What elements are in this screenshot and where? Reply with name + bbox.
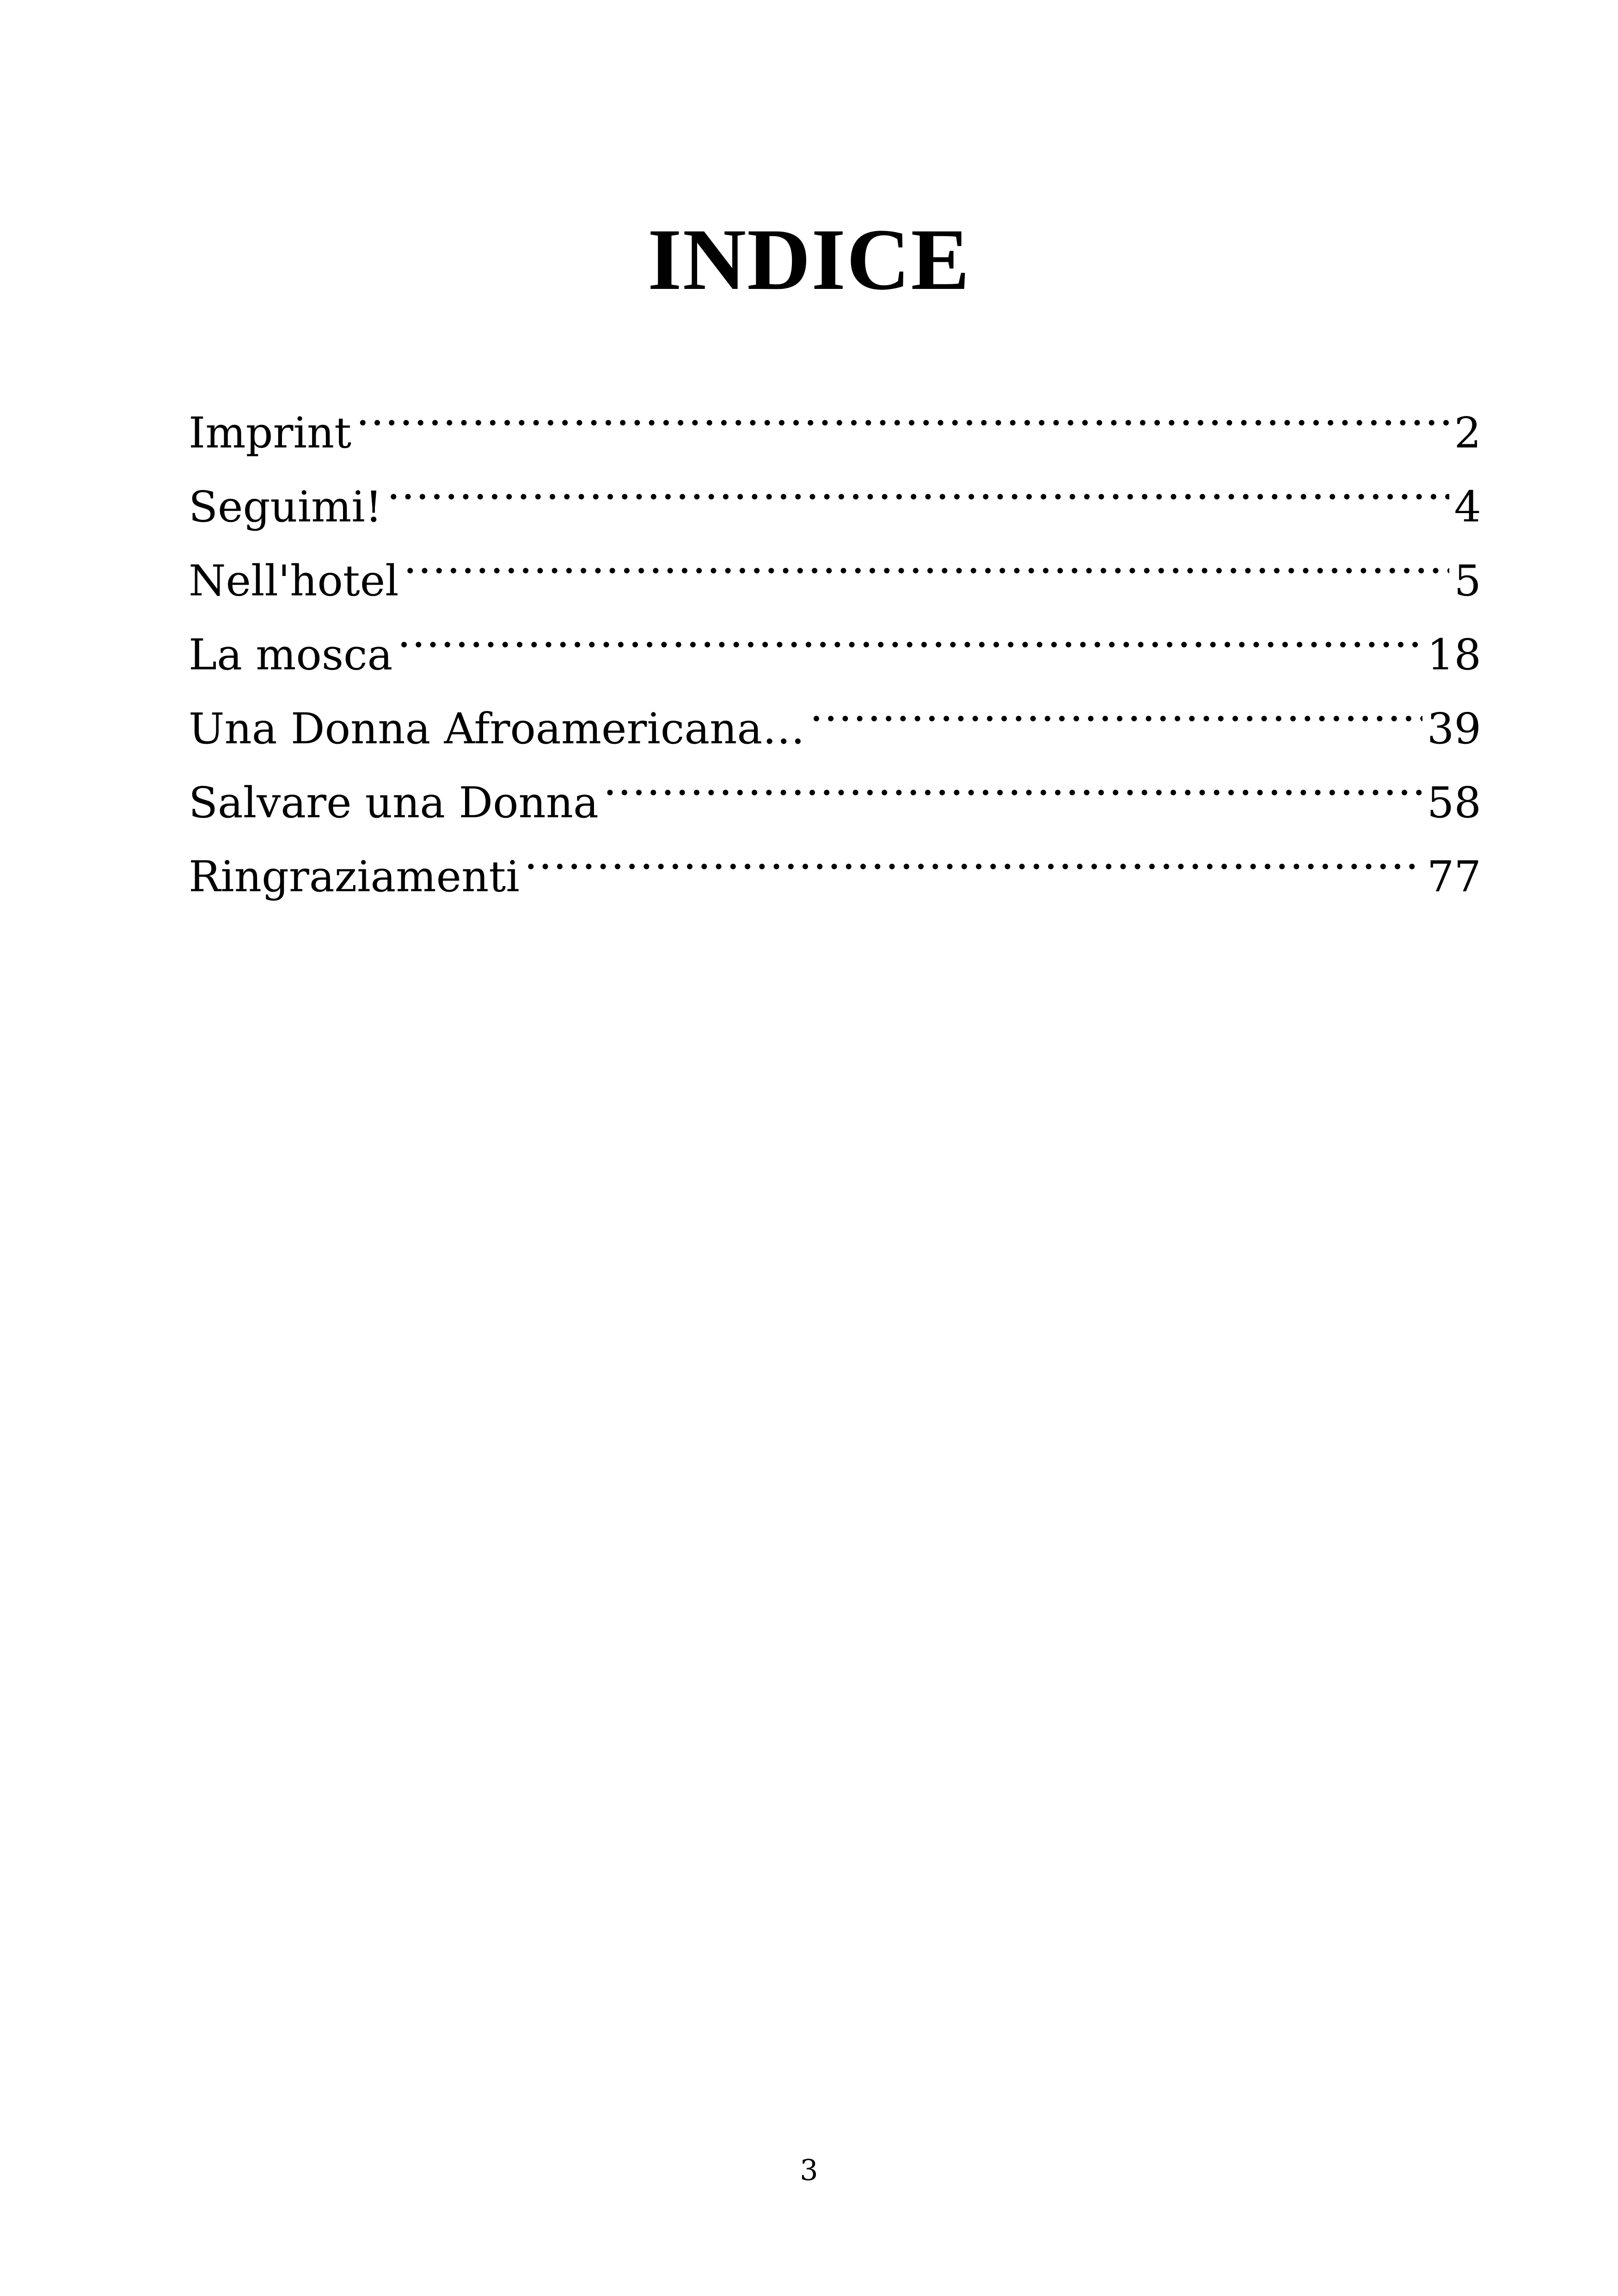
table-of-contents (189, 373, 1481, 901)
toc-dot-leader (356, 373, 1449, 447)
toc-dot-leader (397, 595, 1422, 669)
toc-entry-page: 18 (1427, 630, 1481, 680)
toc-entry-label: Salvare una Donna (189, 778, 599, 827)
toc-dot-leader (603, 743, 1422, 817)
page-number: 3 (800, 2153, 818, 2187)
toc-entry-page: 5 (1454, 556, 1481, 606)
toc-entry-label: Ringraziamenti (189, 852, 520, 901)
toc-entry-label: Seguimi! (189, 482, 382, 532)
toc-entry-page: 4 (1454, 482, 1481, 532)
toc-entry-page: 2 (1454, 408, 1481, 458)
toc-entry[interactable] (189, 521, 1481, 606)
toc-dot-leader (387, 447, 1450, 521)
toc-entry-label: Una Donna Afroamericana… (189, 704, 805, 753)
toc-entry-label: Imprint (189, 408, 352, 458)
toc-dot-leader (524, 817, 1422, 891)
toc-entry-page: 58 (1427, 778, 1481, 827)
toc-dot-leader (809, 669, 1422, 743)
toc-entry-page: 77 (1427, 852, 1481, 901)
page-title: INDICE (647, 211, 971, 309)
toc-entry-label: La mosca (189, 630, 393, 680)
toc-entry[interactable] (189, 373, 1481, 458)
toc-dot-leader (404, 521, 1450, 595)
toc-entry-page: 39 (1427, 704, 1481, 753)
toc-entry[interactable] (189, 447, 1481, 532)
toc-entry-label: Nell'hotel (189, 556, 399, 606)
